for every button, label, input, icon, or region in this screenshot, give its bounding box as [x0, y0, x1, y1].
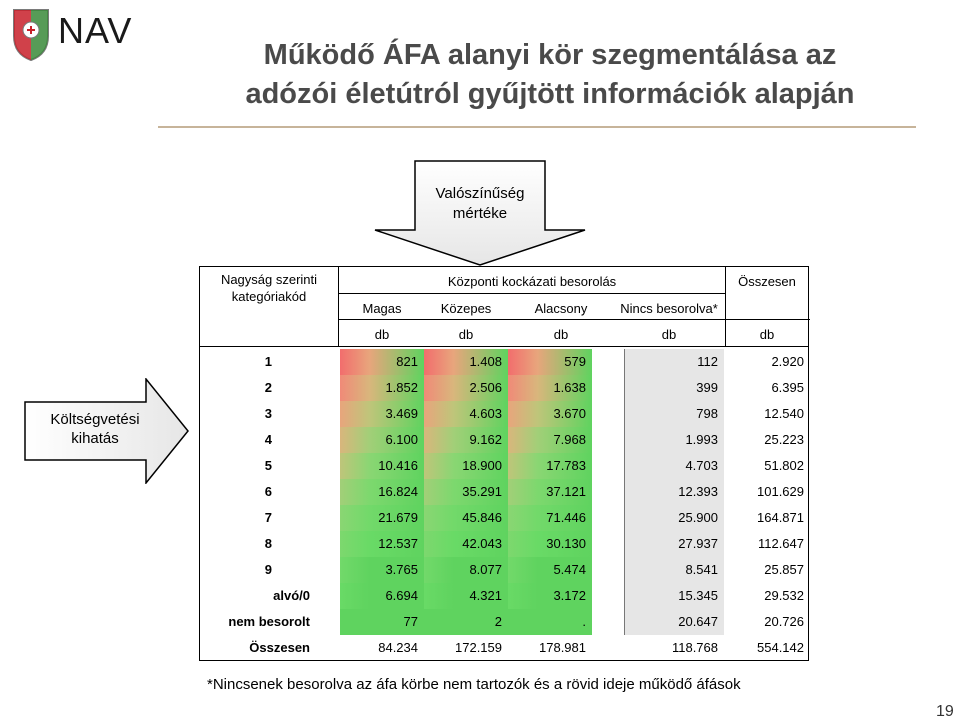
table-cell: 579	[508, 349, 592, 375]
table-cell: 15.345	[624, 583, 724, 609]
table-cell: 1.408	[424, 349, 508, 375]
table-cell: 112.647	[757, 536, 804, 551]
table-cell: 77	[340, 609, 424, 635]
size-header-line-1: Nagyság szerinti	[220, 272, 318, 287]
table-cell: 2.920	[771, 354, 804, 369]
page-title	[160, 36, 940, 114]
table-cell: 3.670	[508, 401, 592, 427]
table-cell: 101.629	[757, 484, 804, 499]
probability-label-line-2: mértéke	[452, 205, 508, 222]
table-cell: 12.393	[624, 479, 724, 505]
table-cell: 18.900	[424, 453, 508, 479]
table-cell: 25.857	[764, 562, 804, 577]
budget-label-line-1: Költségvetési	[50, 411, 140, 428]
table-cell: 16.824	[340, 479, 424, 505]
row-label: 2	[264, 380, 272, 395]
table-cell: 29.532	[764, 588, 804, 603]
total-header: Összesen	[738, 274, 796, 289]
table-cell: 1.993	[624, 427, 724, 453]
unit-label: db	[458, 327, 474, 342]
table-cell: 4.321	[424, 583, 508, 609]
table-cell: 1.852	[340, 375, 424, 401]
table-cell: 821	[340, 349, 424, 375]
table-cell: 8.077	[424, 557, 508, 583]
table-cell: 6.395	[771, 380, 804, 395]
probability-label-line-1: Valószínűség	[435, 185, 525, 202]
table-cell: 71.446	[508, 505, 592, 531]
table-cell: 84.234	[378, 640, 418, 655]
row-label: 3	[264, 406, 272, 421]
nav-emblem-icon	[8, 6, 54, 62]
table-cell: 554.142	[757, 640, 804, 655]
table-cell: 30.130	[508, 531, 592, 557]
unit-label: db	[553, 327, 569, 342]
column-header: Nincs besorolva*	[620, 301, 718, 316]
row-label: nem besorolt	[228, 614, 310, 629]
table-cell: 6.100	[340, 427, 424, 453]
table-cell: 4.603	[424, 401, 508, 427]
table-cell: 21.679	[340, 505, 424, 531]
title-line-2: adózói életútról gyűjtött információk alapján	[245, 78, 855, 110]
row-label: 4	[264, 432, 272, 447]
table-cell: 3.172	[508, 583, 592, 609]
table-cell: 12.540	[764, 406, 804, 421]
table-cell: 2.506	[424, 375, 508, 401]
table-cell: 7.968	[508, 427, 592, 453]
table-cell: 112	[624, 349, 724, 375]
row-label: Összesen	[249, 640, 310, 655]
column-header: Közepes	[440, 301, 492, 316]
table-cell: 3.765	[340, 557, 424, 583]
nav-logo-text: NAV	[58, 10, 133, 51]
table-cell: 20.726	[764, 614, 804, 629]
row-label: 5	[264, 458, 272, 473]
row-label: 1	[264, 354, 272, 369]
budget-label-line-2: kihatás	[71, 430, 119, 447]
table-cell: 12.537	[340, 531, 424, 557]
table-cell: 6.694	[340, 583, 424, 609]
table-cell: 37.121	[508, 479, 592, 505]
unit-label: db	[374, 327, 390, 342]
table-cell: 20.647	[624, 609, 724, 635]
unit-label: db	[661, 327, 677, 342]
row-label: 6	[264, 484, 272, 499]
table-cell: 164.871	[757, 510, 804, 525]
table-cell: 17.783	[508, 453, 592, 479]
table-cell: 3.469	[340, 401, 424, 427]
table-cell: 35.291	[424, 479, 508, 505]
table-cell: 2	[424, 609, 508, 635]
risk-group-header: Központi kockázati besorolás	[447, 274, 617, 289]
table-cell: 5.474	[508, 557, 592, 583]
table-cell: 8.541	[624, 557, 724, 583]
column-header: Magas	[362, 301, 402, 316]
table-cell: 178.981	[539, 640, 586, 655]
table-cell: 9.162	[424, 427, 508, 453]
table-cell: 25.223	[764, 432, 804, 447]
row-label: 8	[264, 536, 272, 551]
table-cell: 25.900	[624, 505, 724, 531]
row-label: alvó/0	[273, 588, 310, 603]
table-cell: 27.937	[624, 531, 724, 557]
table-cell: 798	[624, 401, 724, 427]
table-cell: 399	[624, 375, 724, 401]
table-cell: 51.802	[764, 458, 804, 473]
title-line-1: Működő ÁFA alanyi kör szegmentálása az	[263, 39, 837, 71]
size-category-header	[200, 271, 338, 305]
title-divider	[158, 126, 916, 128]
table-cell: 172.159	[455, 640, 502, 655]
size-header-line-2: kategóriakód	[231, 289, 307, 304]
page-number: 19	[936, 703, 954, 720]
table-cell: 118.768	[671, 640, 718, 655]
table-cell: 4.703	[624, 453, 724, 479]
unit-label: db	[759, 327, 775, 342]
table-cell: 42.043	[424, 531, 508, 557]
column-header: Alacsony	[534, 301, 588, 316]
table-cell: 45.846	[424, 505, 508, 531]
segmentation-table	[199, 266, 809, 661]
footnote: *Nincsenek besorolva az áfa körbe nem tartozók és a rövid ideje működő áfások	[207, 676, 741, 693]
table-cell: 1.638	[508, 375, 592, 401]
row-label: 9	[264, 562, 272, 577]
row-label: 7	[264, 510, 272, 525]
budget-impact-arrow-label	[36, 410, 154, 448]
table-cell: .	[508, 609, 592, 635]
probability-arrow-label	[420, 184, 540, 224]
table-cell: 10.416	[340, 453, 424, 479]
